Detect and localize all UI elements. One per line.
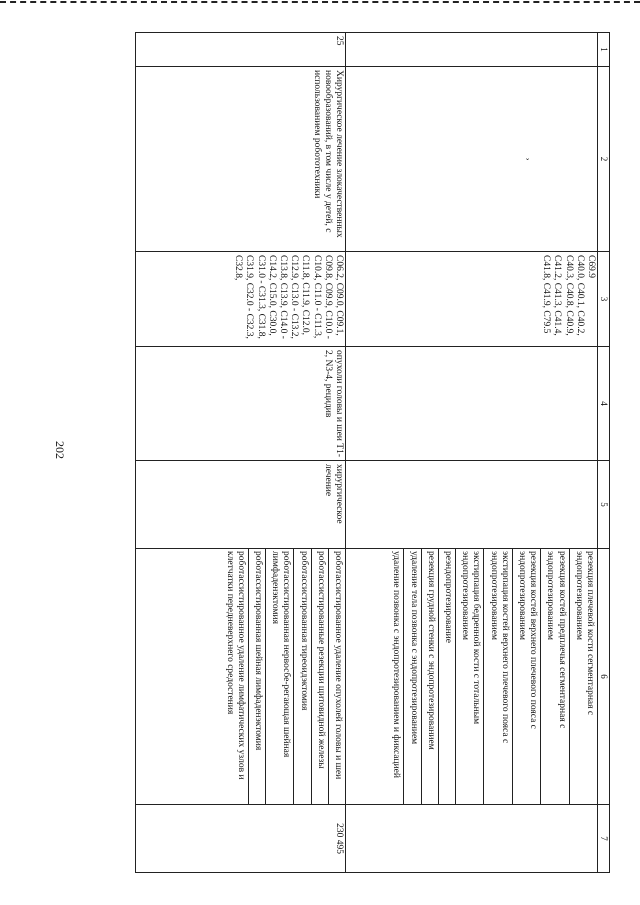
header-col-2: 2 [598, 67, 610, 252]
list-item: роботассистированная тиреоидэктомия [294, 549, 311, 804]
row1-number [346, 33, 598, 67]
header-col-7: 7 [598, 805, 610, 873]
list-item: роботассистированная шейная лимфаденэктомия [248, 549, 265, 804]
header-col-5: 5 [598, 461, 610, 549]
row1-cost [346, 805, 598, 873]
list-item: резекция костей верхнего плечевого пояса с эндопротезированием [512, 549, 540, 804]
row1-treatment [346, 461, 598, 549]
header-col-3: 3 [598, 252, 610, 347]
header-row [598, 33, 610, 873]
row2-treatment: хирургическое лечение [136, 461, 346, 549]
header-col-4: 4 [598, 347, 610, 461]
list-item: резекция костей предплечья сегментарная с эндопротезированием [541, 549, 569, 804]
row2-number: 25 [136, 33, 346, 67]
list-item: резекция плечевой кости сегментарная с эндопротезированием [569, 549, 597, 804]
header-col-6: 6 [598, 549, 610, 805]
row2-cost: 230 495 [136, 805, 346, 873]
row2-model: опухоли головы и шеи T1-2, N3-4, рецидив [136, 347, 346, 461]
list-item: экстирпация костей верхнего плечевого пояса с эндопротезированием [484, 549, 512, 804]
list-item: реэндопротезирование [438, 549, 455, 804]
row1-codes: C69.9 C40.0, C40.1, C40.2, C40.3, C40.8, C40.9, C41.2, C41.3, C41.4, C41.8, C41.9, C79.5 [346, 252, 598, 347]
row2-methods-list [220, 549, 345, 804]
list-item: роботассистированная нервосбе-регающая шейная лимфаденэктомия [265, 549, 293, 804]
header-col-1: 1 [598, 33, 610, 67]
row2-codes: C06.2, C09.0, C09.1, C09.8, C09.9, C10.0 - C10.4, C11.0 - C11.3, C11.8, C11.9, C12.0, C12.9, C13.0 - C13.2, C13.8, C13.9, C14.0 - C14.2, C15.0, C30.0, C31.0 - C31.3, C31.8, C31.9, C32.0 - C32.3, C32.8, [136, 252, 346, 347]
row2-name: Хирургическое лечение злокачественных новообразований, в том числе у детей, с использованием робототехники [136, 67, 346, 252]
list-item: роботассистированные резекции щитовидной железы [311, 549, 328, 804]
table-row-25 [136, 33, 346, 873]
list-item: роботассистированное удаление опухолей головы и шеи [328, 549, 345, 804]
stray-mark: ¸ [526, 157, 537, 161]
page-number: 202 [53, 441, 67, 459]
row2-methods [136, 549, 346, 805]
row1-methods-list [387, 549, 597, 804]
list-item: удаление позвонка с эндопротезированием и фиксацией [391, 551, 402, 778]
row1-methods [346, 549, 598, 805]
row1-name [346, 67, 598, 252]
table-row-continuation [346, 33, 598, 873]
row1-model [346, 347, 598, 461]
medical-procedures-table [135, 32, 610, 873]
rotated-table-sheet [83, 32, 610, 872]
list-item: удаление тела позвонка с эндопротезированием [404, 549, 421, 804]
list-item: роботассистированное удаление лимфатических узлов и клетчатки передневерхнего средостения [224, 551, 246, 780]
list-item: экстирпация бедренной кости с тотальным эндопротезированием [455, 549, 483, 804]
page-top-dashed-edge [0, 1, 640, 3]
list-item: резекция грудной стенки с эндопротезированием [421, 549, 438, 804]
